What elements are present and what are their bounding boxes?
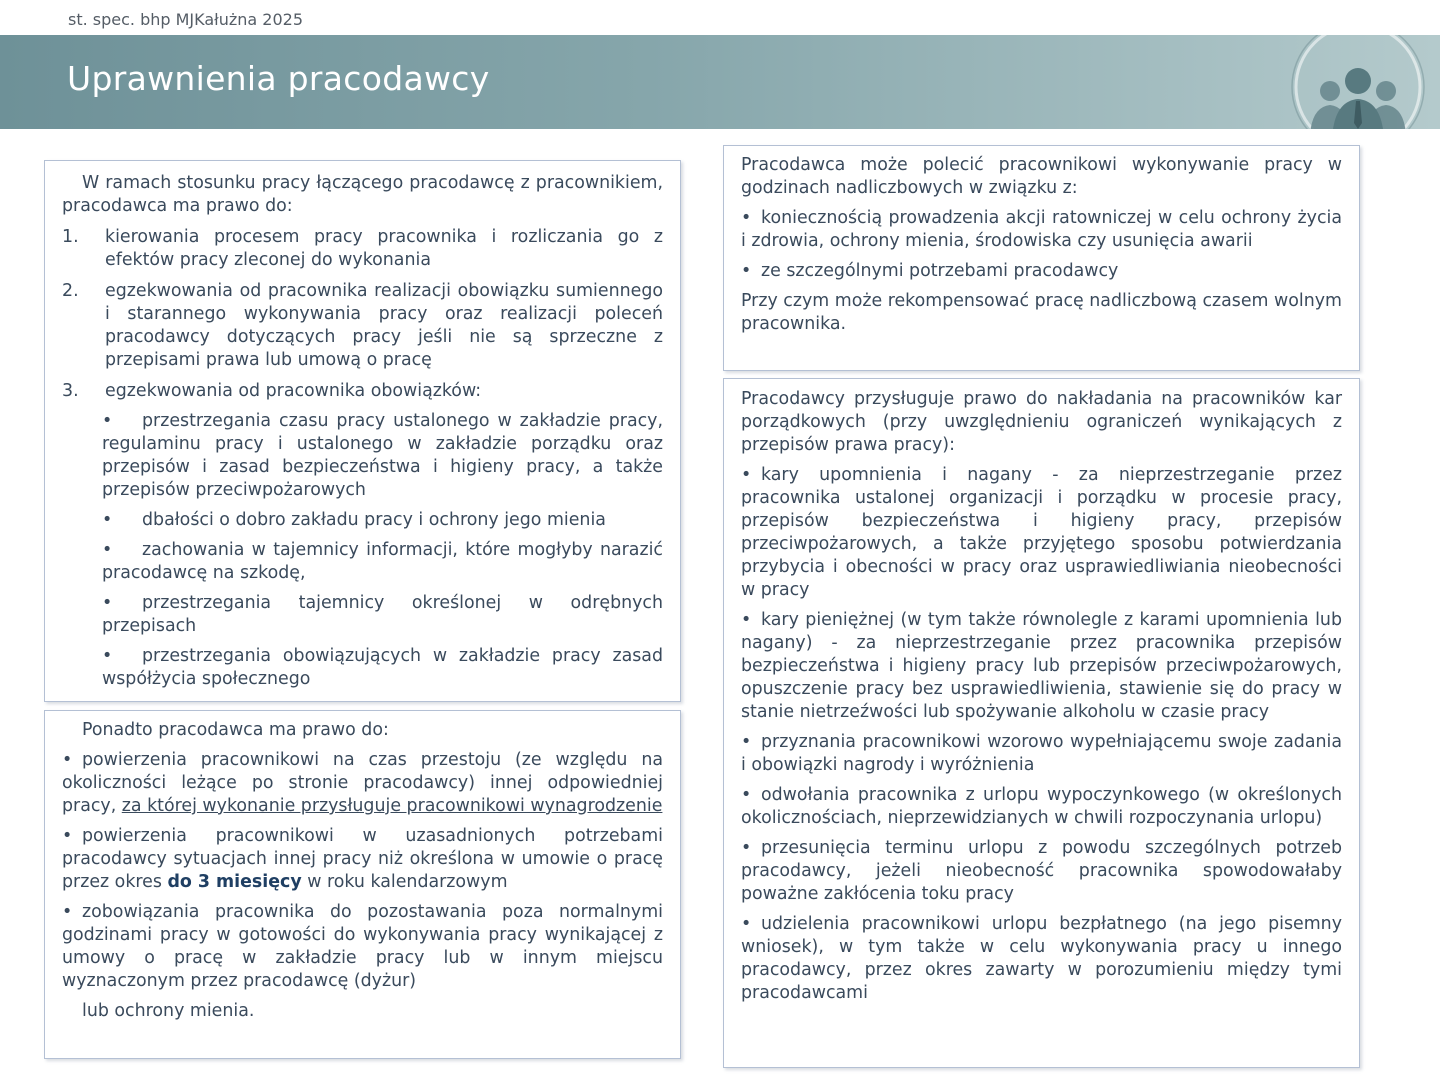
sub-list-item — [102, 539, 663, 585]
box4-intro: Pracodawcy przysługuje prawo do nakładania na pracowników kar porządkowych (przy uwzględnieniu ograniczeń wynikających z przepisów prawa pracy): — [741, 389, 1342, 455]
employer-rights-box — [44, 160, 681, 702]
list-item — [741, 260, 1342, 283]
box1-intro: W ramach stosunku pracy łączącego pracodawcę z pracownikiem, pracodawca ma prawo do: — [62, 173, 663, 216]
bullet-icon: • — [741, 208, 752, 228]
item-text: przyznania pracownikowi wzorowo wypełniającemu swoje zadania i obowiązki nagrody i wyróżnienia — [741, 732, 1342, 775]
list-item — [62, 280, 663, 372]
list-item — [62, 825, 663, 894]
item-text: egzekwowania od pracownika obowiązków: — [105, 381, 482, 401]
bullet-icon: • — [62, 902, 73, 922]
item-text: kary upomnienia i nagany - za nieprzestrzeganie przez pracownika ustalonej organizacji i porządku w procesie pracy, przepisów bezpieczeństwa i higieny pracy, przepisów przeciwpożarowych, a także przyjętego sposobu potwierdzania przybycia i obecności w pracy oraz usprawiedliwiania nieobecności w pracy — [741, 465, 1342, 600]
bullet-icon: • — [62, 826, 73, 846]
bullet-icon: • — [741, 785, 752, 805]
sub-list-item — [102, 645, 663, 691]
sub-item-text: przestrzegania obowiązujących w zakładzie pracy zasad współżycia społecznego — [102, 646, 663, 689]
overtime-box — [723, 145, 1360, 371]
title-banner — [0, 35, 1440, 129]
bullet-icon: • — [741, 261, 752, 281]
bullet-icon: • — [102, 646, 113, 666]
item-text: koniecznością prowadzenia akcji ratowniczej w celu ochrony życia i zdrowia, ochrony mienia, środowiska czy usunięcia awarii — [741, 208, 1342, 251]
bullet-icon: • — [741, 465, 752, 485]
item-text: powierzenia pracownikowi na czas przestoju (ze względu na okoliczności leżące po stronie pracodawcy) innej odpowiedniej pracy, — [62, 750, 663, 816]
item-number: 2. — [62, 281, 79, 301]
sub-item-text: przestrzegania czasu pracy ustalonego w zakładzie pracy, regulaminu pracy i ustalonego w zakładzie porządku oraz przepisów i zasad bezpieczeństwa i higieny pracy, a także przepisów przeciwpożarowych — [102, 411, 663, 500]
item-text: zobowiązania pracownika do pozostawania poza normalnymi godzinami pracy w gotowości do wykonywania pracy wynikającej z umowy o pracę w zakładzie pracy lub w innym miejscu wyznaczonym przez pracodawcę (dyżur) — [62, 902, 663, 991]
item-text: kary pieniężnej (w tym także równolegle z karami upomnienia lub nagany) - za nieprzestrzeganie przez pracownika przepisów bezpieczeństwa i higieny pracy lub przepisów przeciwpożarowych, opuszczenie pracy bez usprawiedliwienia, stawienie się do pracy w stanie nietrzeźwości lub spożywanie alkoholu w czasie pracy — [741, 610, 1342, 722]
item-text: odwołania pracownika z urlopu wypoczynkowego (w określonych okolicznościach, nieprzewidzianych w chwili rozpoczynania urlopu) — [741, 785, 1342, 828]
list-item — [62, 901, 663, 993]
list-item — [62, 380, 663, 403]
sub-list-item — [102, 410, 663, 502]
item-number: 3. — [62, 381, 79, 401]
list-item — [741, 913, 1342, 1005]
item-text-bold: do 3 miesięcy — [167, 872, 302, 892]
list-item — [741, 731, 1342, 777]
list-item — [741, 784, 1342, 830]
bullet-icon: • — [741, 610, 752, 630]
box3-outro: Przy czym może rekompensować pracę nadliczbową czasem wolnym pracownika. — [741, 291, 1342, 334]
list-item — [741, 837, 1342, 906]
item-text: ze szczególnymi potrzebami pracodawcy — [761, 261, 1119, 281]
item-text: przesunięcia terminu urlopu z powodu szczególnych potrzeb pracodawcy, jeżeli nieobecność pracownika spowodowałaby poważne zakłócenia toku pracy — [741, 838, 1342, 904]
item-number: 1. — [62, 227, 79, 247]
sub-list-item — [102, 509, 663, 532]
bullet-icon: • — [741, 914, 752, 934]
bullet-icon: • — [102, 593, 113, 613]
disciplinary-box — [723, 378, 1360, 1068]
list-item — [741, 464, 1342, 602]
bullet-icon: • — [102, 411, 113, 431]
box2-intro: Ponadto pracodawca ma prawo do: — [82, 720, 389, 740]
sub-list-item — [102, 592, 663, 638]
item-text: egzekwowania od pracownika realizacji obowiązku sumiennego i starannego wykonywania pracy oraz realizacji poleceń pracodawcy dotyczących pracy jeśli nie są sprzeczne z przepisami prawa lub umową o pracę — [105, 281, 663, 370]
bullet-icon: • — [102, 540, 113, 560]
bullet-icon: • — [102, 510, 113, 530]
page-title: Uprawnienia pracodawcy — [67, 59, 490, 98]
item-text: kierowania procesem pracy pracownika i rozliczania go z efektów pracy zleconej do wykonania — [105, 227, 663, 270]
item-text-underlined: za której wykonanie przysługuje pracownikowi wynagrodzenie — [121, 796, 663, 816]
sub-item-text: dbałości o dobro zakładu pracy i ochrony jego mienia — [142, 510, 606, 530]
bullet-icon: • — [741, 838, 752, 858]
item-text: udzielenia pracownikowi urlopu bezpłatnego (na jego pisemny wniosek), w tym także w celu wykonywania pracy u innego pracodawcy, przez okres zawarty w porozumieniu między tymi pracodawcami — [741, 914, 1342, 1003]
list-item — [62, 749, 663, 818]
box3-intro: Pracodawca może polecić pracownikowi wykonywanie pracy w godzinach nadliczbowych w związku z: — [741, 155, 1342, 198]
bullet-icon: • — [741, 732, 752, 752]
item-text: w roku kalendarzowym — [307, 872, 508, 892]
additional-rights-box — [44, 710, 681, 1059]
sub-item-text: przestrzegania tajemnicy określonej w odrębnych przepisach — [102, 593, 663, 636]
author-credit: st. spec. bhp MJKałużna 2025 — [68, 10, 303, 29]
item-text: powierzenia pracownikowi w uzasadnionych potrzebami pracodawcy sytuacjach innej pracy niż określona w umowie o pracę przez okres — [62, 826, 663, 892]
sub-item-text: zachowania w tajemnicy informacji, które mogłyby narazić pracodawcę na szkodę, — [102, 540, 663, 583]
list-item — [741, 207, 1342, 253]
list-item — [62, 226, 663, 272]
item-continuation: lub ochrony mienia. — [82, 1001, 255, 1021]
people-group-icon — [1290, 35, 1426, 129]
bullet-icon: • — [62, 750, 73, 770]
list-item — [741, 609, 1342, 724]
